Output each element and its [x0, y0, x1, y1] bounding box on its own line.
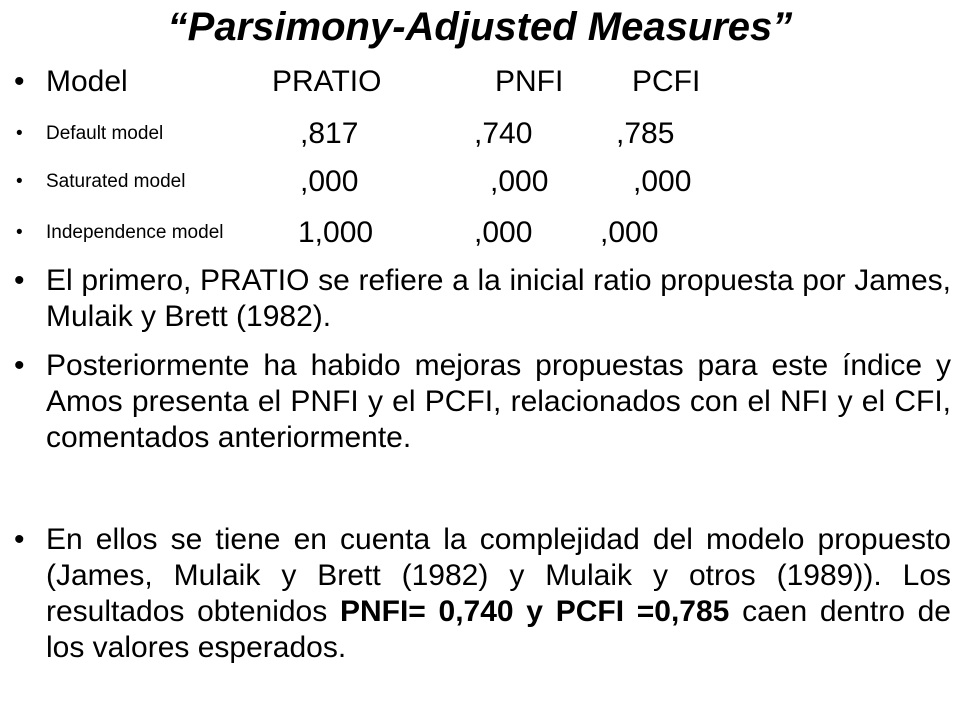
header-pnfi: PNFI	[495, 65, 564, 98]
table-header-row	[0, 64, 960, 100]
row-pnfi-value: ,000	[490, 165, 549, 198]
results-text-end: caen dentro de los valores esperados.	[46, 595, 951, 664]
row-pcfi-value: ,785	[616, 117, 675, 150]
paragraph-results	[46, 522, 951, 666]
bullet: •	[16, 123, 23, 144]
paragraph-pratio-origin: El primero, PRATIO se refiere a la inicial ratio propuesta por James, Mulaik y Brett (1982).	[46, 264, 951, 333]
row-pnfi-value: ,740	[474, 117, 533, 150]
table-row	[0, 164, 960, 200]
slide-title: “Parsimony-Adjusted Measures”	[167, 5, 793, 49]
row-pnfi-value: ,000	[474, 216, 533, 249]
row-model-label: Default model	[46, 123, 164, 144]
bullet: •	[14, 523, 25, 556]
bullet: •	[16, 171, 23, 192]
row-pratio-value: ,817	[300, 117, 359, 150]
row-pratio-value: ,000	[300, 165, 359, 198]
row-model-label: Saturated model	[46, 171, 186, 192]
row-pcfi-value: ,000	[600, 216, 659, 249]
bullet: •	[14, 349, 25, 382]
header-pcfi: PCFI	[632, 65, 701, 98]
results-values: PNFI= 0,740 y PCFI =0,785	[339, 595, 730, 628]
row-pcfi-value: ,000	[633, 165, 692, 198]
row-model-label: Independence model	[46, 222, 224, 243]
bullet: •	[14, 65, 25, 98]
table-row	[0, 215, 960, 251]
paragraph-improvements: Posteriormente ha habido mejoras propuestas para este índice y Amos presenta el PNFI y el PCFI, relacionados con el NFI y el CFI, comentados anteriormente.	[46, 349, 951, 454]
results-text-start: En ellos se tiene en cuenta la complejidad del modelo propuesto (James, Mulaik y Brett (1982) y Mulaik y otros (1989)). Los resultados obtenidos	[46, 523, 951, 628]
bullet: •	[16, 222, 23, 243]
bullet: •	[14, 264, 25, 297]
header-model: Model	[46, 65, 128, 98]
row-pratio-value: 1,000	[298, 216, 374, 249]
table-row	[0, 116, 960, 152]
header-pratio: PRATIO	[272, 65, 382, 98]
